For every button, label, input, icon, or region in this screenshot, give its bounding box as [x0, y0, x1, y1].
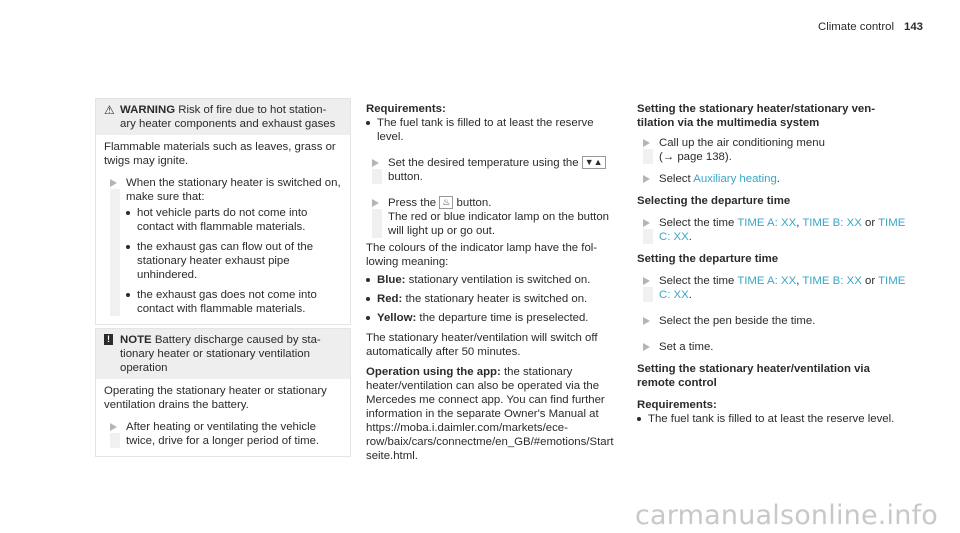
auto-off-text: The stationary heater/ventilation will switch off automatically after 50 minutes. — [366, 332, 598, 358]
requirements-label: Requirements: — [366, 103, 446, 115]
time-a-option[interactable]: TIME A: XX — [737, 217, 797, 229]
note-step — [104, 420, 342, 448]
note-step-text: After heating or ventilating the vehicle twice, drive for a longer period of time. — [126, 421, 320, 447]
time-a-option[interactable]: TIME A: XX — [737, 275, 797, 287]
list-item: the exhaust gas does not come into contact with flammable materials. — [126, 288, 342, 316]
page-number: 143 — [903, 21, 923, 33]
note-box — [95, 328, 351, 457]
list-item: Yellow: the departure time is preselected. — [366, 311, 618, 325]
note-label: NOTE — [120, 334, 152, 346]
list-item: Blue: stationary ventilation is switched on. — [366, 273, 618, 287]
heading-departure: Selecting the departure time — [637, 195, 791, 207]
heading-remote: Setting the stationary heater/ventilation via remote control — [637, 363, 870, 389]
exclamation-icon: ! — [104, 334, 113, 345]
column-3 — [637, 102, 907, 426]
warning-step — [104, 176, 342, 316]
step-set-time: Set a time. — [637, 340, 907, 354]
warning-step-text: When the stationary heater is switched on, make sure that: — [126, 177, 341, 203]
step-call-menu: Call up the air conditioning menu (→ page 138). — [637, 136, 907, 164]
app-text: Operation using the app: the stationary heater/ventilation can also be operated via the Mercedes me connect app. You can find further information in the separate Owner's Manual at https://moba.i.daimler.com/markets/ece-row/baix/cars/connectme/en_GB/#emotions/Startseite.html. — [366, 366, 614, 462]
list-item: The fuel tank is filled to at least the reserve level. — [366, 116, 618, 144]
colours-intro: The colours of the indicator lamp have the fol-lowing meaning: — [366, 242, 598, 268]
warning-label: WARNING — [120, 104, 176, 116]
warning-body: Flammable materials such as leaves, grass or twigs may ignite. — [104, 141, 336, 167]
warning-box — [95, 98, 351, 325]
note-title: Battery discharge caused by sta-tionary heater or stationary ventilation operation — [120, 334, 321, 374]
time-b-option[interactable]: TIME B: XX — [802, 217, 862, 229]
warning-title: Risk of fire due to hot station-ary heater components and exhaust gases — [120, 104, 336, 130]
note-header — [96, 329, 350, 379]
column-2 — [366, 102, 618, 463]
step-select-time: Select the time TIME A: XX, TIME B: XX or TIME C: XX. — [637, 216, 907, 244]
time-c-option[interactable]: TIME C: XX — [659, 217, 906, 243]
list-item: The fuel tank is filled to at least the reserve level. — [637, 412, 907, 426]
auxiliary-heating-menu-item[interactable]: Auxiliary heating — [693, 173, 777, 185]
step-select-pen: Select the pen beside the time. — [637, 314, 907, 328]
section-title: Climate control — [818, 21, 894, 33]
note-body: Operating the stationary heater or stationary ventilation drains the battery. — [104, 385, 327, 411]
step-press-button: Press the ♨ button. The red or blue indicator lamp on the button will light up or go out. — [366, 196, 618, 238]
step-select-time-2: Select the time TIME A: XX, TIME B: XX or TIME C: XX. — [637, 274, 907, 302]
list-item: hot vehicle parts do not come into contact with flammable materials. — [126, 206, 342, 234]
warning-triangle-icon: ⚠ — [104, 103, 115, 117]
time-c-option[interactable]: TIME C: XX — [659, 275, 906, 301]
list-item: Red: the stationary heater is switched on. — [366, 292, 618, 306]
warning-header — [96, 99, 350, 135]
requirements-label-2: Requirements: — [637, 399, 717, 411]
page-header — [818, 20, 923, 34]
heading-multimedia: Setting the stationary heater/stationary ven-tilation via the multimedia system — [637, 103, 875, 129]
list-item: the exhaust gas can flow out of the stationary heater exhaust pipe unhindered. — [126, 240, 342, 282]
watermark: carmanualsonline.info — [635, 500, 938, 531]
temperature-button-icon: ▼▲ — [582, 156, 606, 169]
stationary-heater-button-icon: ♨ — [439, 196, 453, 209]
time-b-option[interactable]: TIME B: XX — [802, 275, 862, 287]
step-select-aux: Select Auxiliary heating. — [637, 172, 907, 186]
step-set-temperature: Set the desired temperature using the ▼▲ button. — [366, 156, 618, 184]
heading-set-departure: Setting the departure time — [637, 253, 779, 265]
